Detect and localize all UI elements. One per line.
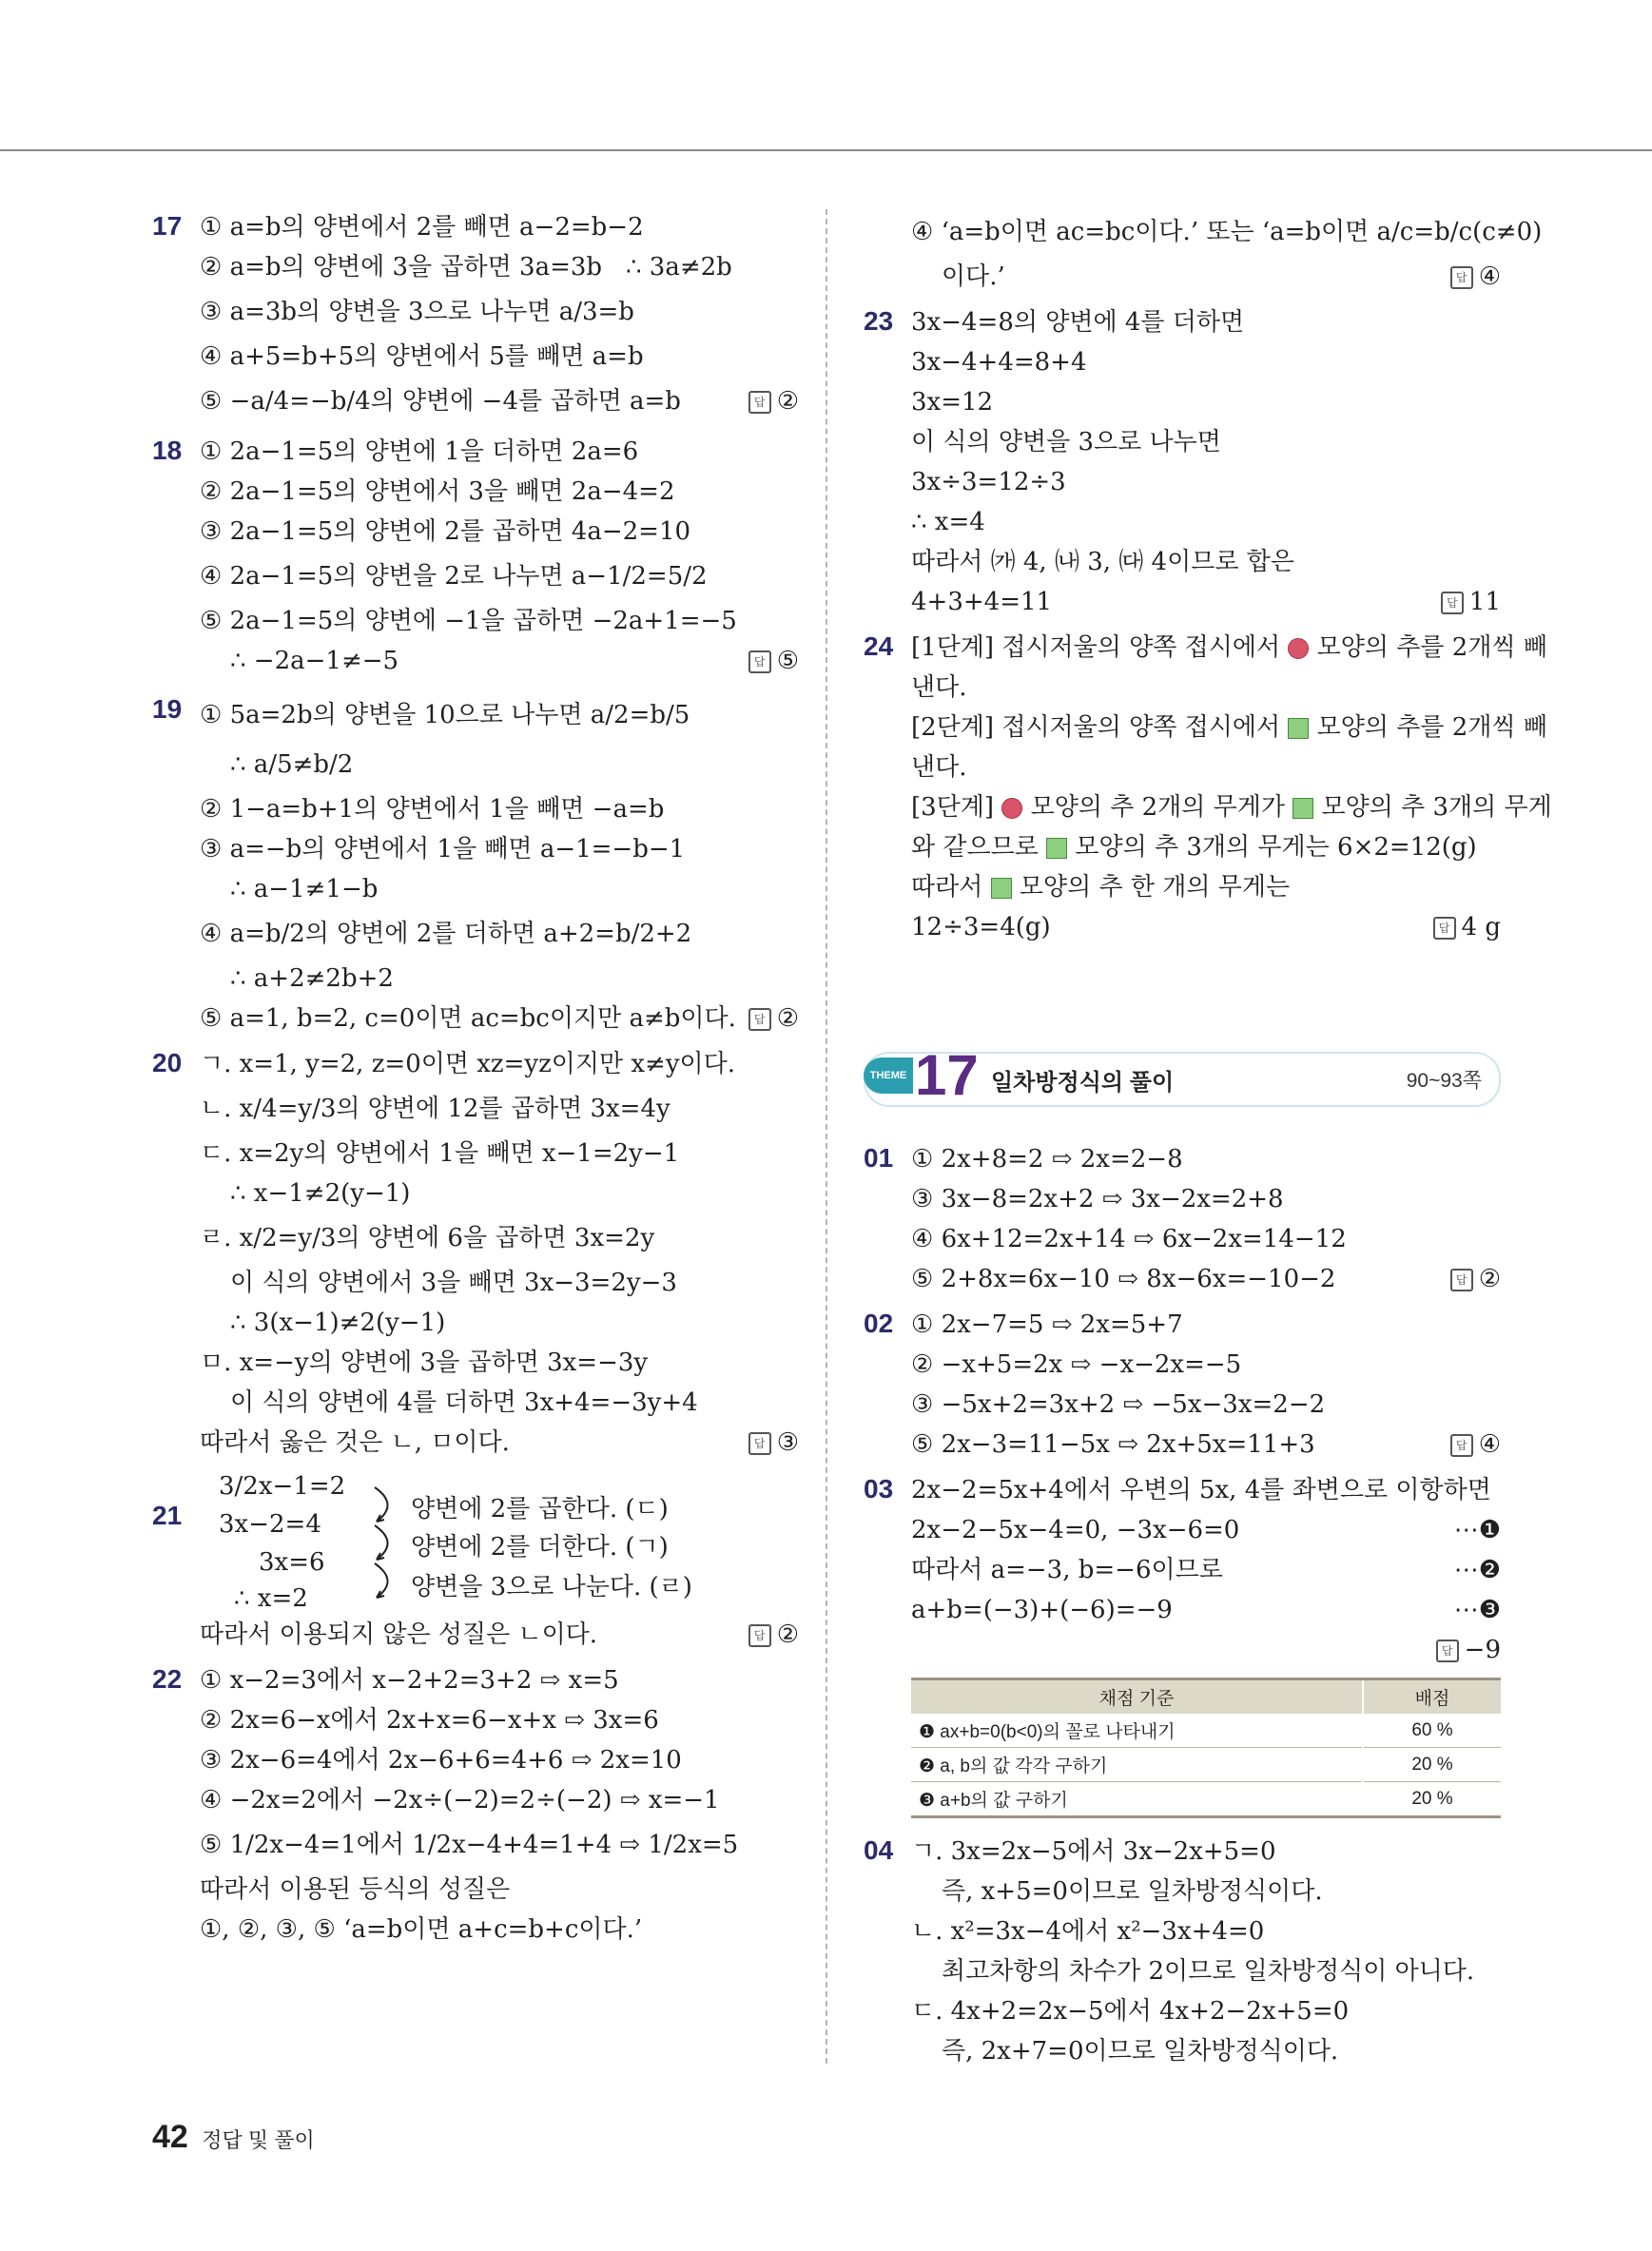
solution-line: 이다.’ xyxy=(942,262,1005,291)
top-rule xyxy=(0,149,1652,151)
answer xyxy=(748,1423,799,1463)
answer-icon: 답 xyxy=(748,1432,771,1455)
solution-line: 4+3+4=11 xyxy=(911,588,1053,616)
solution-line: ㄷ. x=2y의 양변에서 1을 빼면 x−1=2y−1 xyxy=(200,1139,680,1168)
answer-value: ④ xyxy=(1478,1430,1501,1459)
solution-line: ④ 2a−1=5의 양변을 2로 나누면 a−1/2=5/2 xyxy=(200,562,708,591)
question-01 xyxy=(864,1139,1501,1299)
solution-line: ∴ 3(x−1)≠2(y−1) xyxy=(230,1309,446,1337)
step-mark: ⋯❸ xyxy=(1453,1596,1501,1624)
solution-line: ④ −2x=2에서 −2x÷(−2)=2÷(−2) ⇨ x=−1 xyxy=(200,1786,720,1814)
problem-18 xyxy=(152,432,799,681)
problem-number: 23 xyxy=(864,306,894,336)
solution-line: ⑤ 2x−3=11−5x ⇨ 2x+5x=11+3 xyxy=(911,1430,1315,1459)
problem-19 xyxy=(152,690,799,1038)
answer xyxy=(748,999,799,1038)
answer-icon: 답 xyxy=(748,1624,771,1647)
grading-points: 60 % xyxy=(1363,1714,1501,1748)
problem-17 xyxy=(152,207,799,426)
solution-line-with-answer xyxy=(911,907,1501,947)
problem-number: 17 xyxy=(152,211,183,241)
solution-line: ⑤ 2+8x=6x−10 ⇨ 8x−6x=−10−2 xyxy=(911,1265,1336,1293)
answer xyxy=(748,1615,799,1655)
grading-points: 20 % xyxy=(1363,1782,1501,1817)
red-circle-weight-icon xyxy=(1001,798,1022,819)
solution-line: ② 2x=6−x에서 2x+x=6−x+x ⇨ 3x=6 xyxy=(200,1706,659,1735)
answer-value: −9 xyxy=(1464,1636,1501,1664)
footer-label: 정답 및 풀이 xyxy=(202,2128,315,2152)
solution-line-with-answer xyxy=(200,377,799,426)
step-text: 모양의 추 한 개의 무게는 xyxy=(1019,873,1291,902)
problem-number: 01 xyxy=(864,1143,894,1173)
solution-line-with-mark xyxy=(911,1590,1501,1630)
answer-value: ⑤ xyxy=(776,647,799,675)
answer xyxy=(1450,1425,1501,1465)
green-square-weight-icon xyxy=(991,878,1012,899)
solution-line: 12÷3=4(g) xyxy=(911,913,1051,941)
question-03 xyxy=(864,1470,1501,1818)
problem-number: 02 xyxy=(864,1309,894,1338)
answer-value: 4 g xyxy=(1461,913,1501,941)
step-text: 모양의 추 3개의 무게 xyxy=(1321,793,1552,822)
solution-line-with-note xyxy=(200,247,799,287)
answer-value: ② xyxy=(776,387,799,416)
solution-line: ③ 2x−6=4에서 2x−6+6=4+6 ⇨ 2x=10 xyxy=(200,1746,682,1775)
problem-number: 18 xyxy=(152,436,183,465)
problem-number: 19 xyxy=(152,694,183,724)
solution-line: ① 2x−7=5 ⇨ 2x=5+7 xyxy=(911,1310,1183,1339)
solution-line: ① 2a−1=5의 양변에 1을 더하면 2a=6 xyxy=(200,437,639,466)
solution-line: ⑤ a=1, b=2, c=0이면 ac=bc이지만 a≠b이다. xyxy=(200,1004,736,1033)
step-text: 모양의 추를 2개씩 빼 xyxy=(1316,713,1547,742)
right-column xyxy=(864,207,1552,2077)
transform-note: 양변에 2를 더한다. (ㄱ) xyxy=(411,1533,669,1562)
solution-line-with-answer xyxy=(911,1259,1501,1299)
solution-line-with-answer xyxy=(911,257,1501,297)
solution-line: 즉, 2x+7=0이므로 일차방정식이다. xyxy=(942,2037,1339,2066)
solution-line: ⑤ 2a−1=5의 양변에 −1을 곱하면 −2a+1=−5 xyxy=(200,607,737,635)
solution-line: ⑤ −a/4=−b/4의 양변에 −4를 곱하면 a=b xyxy=(200,387,681,416)
grading-header: 배점 xyxy=(1363,1679,1501,1715)
transform-note: 양변을 3으로 나눈다. (ㄹ) xyxy=(411,1573,692,1601)
answer-value: ④ xyxy=(1478,262,1501,291)
table-row xyxy=(911,1782,1501,1817)
column-divider xyxy=(826,209,827,2064)
answer-icon: 답 xyxy=(748,391,771,414)
step-text: 따라서 xyxy=(911,873,983,902)
solution-line: ② 1−a=b+1의 양변에서 1을 빼면 −a=b xyxy=(200,795,665,824)
solution-line-with-mark xyxy=(911,1550,1501,1590)
answer-icon: 답 xyxy=(1441,592,1464,614)
answer-icon: 답 xyxy=(1450,266,1473,289)
solution-line: 따라서 이용된 등식의 성질은 xyxy=(200,1875,511,1904)
solution-line: ① 5a=2b의 양변을 10으로 나누면 a/2=b/5 xyxy=(200,701,690,729)
question-02 xyxy=(864,1305,1501,1465)
answer xyxy=(1441,582,1501,622)
solution-line: ㅁ. x=−y의 양변에 3을 곱하면 3x=−3y xyxy=(200,1349,649,1377)
answer-value: ② xyxy=(776,1004,799,1033)
solution-line: ④ a+5=b+5의 양변에서 5를 빼면 a=b xyxy=(200,342,644,371)
answer xyxy=(748,377,799,426)
step-text: 모양의 추 2개의 무게가 xyxy=(1030,793,1285,822)
step-mark: ⋯❶ xyxy=(1453,1516,1501,1544)
step-line xyxy=(911,708,1547,747)
solution-line: ② a=b의 양변에 3을 곱하면 3a=3b xyxy=(200,253,603,281)
answer-icon: 답 xyxy=(1436,1640,1459,1662)
step-text: [1단계] 접시저울의 양쪽 접시에서 xyxy=(911,633,1281,662)
theme-pages: 90~93쪽 xyxy=(1406,1070,1482,1092)
solution-line: ∴ a−1≠1−b xyxy=(230,875,379,903)
answer xyxy=(1450,257,1501,297)
solution-line: ①, ②, ③, ⑤ ‘a=b이면 a+c=b+c이다.’ xyxy=(200,1915,643,1944)
green-square-weight-icon xyxy=(1046,838,1067,859)
equation: 3/2x−1=2 xyxy=(219,1472,346,1501)
solution-line: ① 2x+8=2 ⇨ 2x=2−8 xyxy=(911,1145,1183,1174)
equation: 3x−2=4 xyxy=(219,1510,321,1539)
solution-line-with-answer xyxy=(200,641,799,681)
conclusion: 따라서 이용되지 않은 성질은 ㄴ이다. xyxy=(200,1620,598,1649)
solution-line: ① a=b의 양변에서 2를 빼면 a−2=b−2 xyxy=(200,213,644,242)
problem-number: 22 xyxy=(152,1664,183,1694)
answer xyxy=(1436,1630,1501,1670)
solution-line: ③ a=3b의 양변을 3으로 나누면 a/3=b xyxy=(200,298,634,326)
step-line xyxy=(911,628,1547,668)
solution-line: ∴ −2a−1≠−5 xyxy=(230,647,399,675)
solution-line-with-answer xyxy=(911,1425,1501,1465)
step-line xyxy=(911,787,1552,827)
problem-number: 20 xyxy=(152,1048,183,1077)
solution-line: ④ a=b/2의 양변에 2를 더하면 a+2=b/2+2 xyxy=(200,920,692,948)
problem-number: 24 xyxy=(864,631,894,661)
transform-note: 양변에 2를 곱한다. (ㄷ) xyxy=(411,1495,669,1523)
table-row xyxy=(911,1748,1501,1782)
problem-22-continued xyxy=(864,207,1543,297)
solution-line-with-answer xyxy=(200,999,799,1038)
solution-line: 2x−2=5x+4에서 우변의 5x, 4를 좌변으로 이항하면 xyxy=(911,1476,1491,1504)
step-text: [2단계] 접시저울의 양쪽 접시에서 xyxy=(911,713,1281,742)
grading-points: 20 % xyxy=(1363,1748,1501,1782)
green-square-weight-icon xyxy=(1288,718,1309,739)
solution-line: 3x÷3=12÷3 xyxy=(911,468,1066,496)
transform-arrows-icon xyxy=(371,1480,405,1613)
step-text: 모양의 추를 2개씩 빼 xyxy=(1316,633,1547,662)
answer xyxy=(1433,907,1501,947)
question-04 xyxy=(864,1832,1501,2071)
solution-line: ② −x+5=2x ⇨ −x−2x=−5 xyxy=(911,1350,1242,1379)
solution-line: ㄱ. x=1, y=2, z=0이면 xz=yz이지만 x≠y이다. xyxy=(200,1050,736,1078)
solution-line: 이 식의 양변에서 3을 빼면 3x−3=2y−3 xyxy=(230,1269,677,1297)
solution-line: ④ ‘a=b이면 ac=bc이다.’ 또는 ‘a=b이면 a/c=b/c(c≠0) xyxy=(911,218,1543,246)
solution-line: 따라서 옳은 것은 ㄴ, ㅁ이다. xyxy=(200,1428,510,1457)
solution-line: 이 식의 양변을 3으로 나누면 xyxy=(911,428,1221,456)
answer xyxy=(748,641,799,681)
step-line xyxy=(911,827,1501,867)
problem-24 xyxy=(864,628,1552,947)
solution-line: ① x−2=3에서 x−2+2=3+2 ⇨ x=5 xyxy=(200,1666,619,1695)
grading-table xyxy=(911,1678,1501,1818)
page-footer xyxy=(152,2119,315,2156)
solution-line: 즉, x+5=0이므로 일차방정식이다. xyxy=(942,1877,1323,1906)
equation-transform-diagram xyxy=(200,1472,799,1615)
green-square-weight-icon xyxy=(1292,798,1313,819)
solution-line: a+b=(−3)+(−6)=−9 xyxy=(911,1596,1173,1624)
answer-icon: 답 xyxy=(1433,917,1456,940)
solution-line-with-answer xyxy=(911,582,1501,622)
theme-header xyxy=(864,1043,1501,1107)
problem-23 xyxy=(864,302,1501,622)
theme-tag: THEME xyxy=(864,1058,913,1094)
solution-line: 3x=12 xyxy=(911,388,994,417)
step-mark-1: ❶ xyxy=(1478,1516,1501,1544)
answer-icon: 답 xyxy=(748,1008,771,1031)
problem-20 xyxy=(152,1044,799,1463)
problem-22 xyxy=(152,1660,799,1950)
answer xyxy=(1450,1259,1501,1299)
step-line: 낸다. xyxy=(911,753,967,782)
problem-number: 04 xyxy=(864,1835,894,1865)
answer-icon: 답 xyxy=(748,650,771,673)
solution-line: ㄷ. 4x+2=2x−5에서 4x+2−2x+5=0 xyxy=(911,1997,1350,2026)
solution-line: ⑤ 1/2x−4=1에서 1/2x−4+4=1+4 ⇨ 1/2x=5 xyxy=(200,1831,739,1859)
step-text: 모양의 추 3개의 무게는 6×2=12(g) xyxy=(1075,833,1477,862)
step-text: 와 같으므로 xyxy=(911,833,1039,862)
problem-number: 03 xyxy=(864,1474,894,1504)
step-line xyxy=(911,867,1501,907)
answer-icon: 답 xyxy=(1450,1269,1473,1291)
solution-line: ∴ a/5≠b/2 xyxy=(230,750,354,779)
equation: ∴ x=2 xyxy=(234,1584,308,1613)
solution-line: ④ 6x+12=2x+14 ⇨ 6x−2x=14−12 xyxy=(911,1225,1347,1253)
equation: 3x=6 xyxy=(259,1548,325,1577)
grading-header-row xyxy=(911,1679,1501,1715)
theme-number: 17 xyxy=(915,1043,979,1107)
grading-criterion: ❶ ax+b=0(b<0)의 꼴로 나타내기 xyxy=(911,1714,1363,1748)
table-row xyxy=(911,1714,1501,1748)
theme-title: 일차방정식의 풀이 xyxy=(991,1070,1175,1096)
solution-line: ∴ x−1≠2(y−1) xyxy=(230,1179,411,1208)
solution-line: 3x−4+4=8+4 xyxy=(911,348,1087,377)
grading-criterion: ❸ a+b의 값 구하기 xyxy=(911,1782,1363,1817)
answer-value: ② xyxy=(1478,1265,1501,1293)
left-column xyxy=(152,207,799,1955)
solution-line: ③ 2a−1=5의 양변에 2를 곱하면 4a−2=10 xyxy=(200,517,691,546)
solution-line: 따라서 a=−3, b=−6이므로 xyxy=(911,1556,1223,1584)
red-circle-weight-icon xyxy=(1288,638,1309,659)
step-text: [3단계] xyxy=(911,793,995,822)
solution-line-with-answer xyxy=(200,1423,799,1463)
problem-21 xyxy=(152,1472,799,1655)
solution-line: ㄴ. x²=3x−4에서 x²−3x+4=0 xyxy=(911,1917,1265,1946)
answer-value: ③ xyxy=(776,1428,799,1457)
step-mark-2: ❷ xyxy=(1478,1556,1501,1584)
solution-line: ㄴ. x/4=y/3의 양변에 12를 곱하면 3x=4y xyxy=(200,1095,671,1123)
page-number: 42 xyxy=(152,2119,188,2155)
solution-line: ③ −5x+2=3x+2 ⇨ −5x−3x=2−2 xyxy=(911,1390,1326,1419)
grading-header: 채점 기준 xyxy=(911,1679,1363,1715)
solution-line: 2x−2−5x−4=0, −3x−6=0 xyxy=(911,1516,1240,1544)
solution-line: ② 2a−1=5의 양변에서 3을 빼면 2a−4=2 xyxy=(200,477,675,506)
solution-line-with-answer xyxy=(200,1615,799,1655)
side-note: ∴ 3a≠2b xyxy=(626,253,732,281)
answer-value: ② xyxy=(776,1620,799,1649)
answer-line xyxy=(911,1630,1501,1670)
step-mark-3: ❸ xyxy=(1478,1596,1501,1624)
answer-icon: 답 xyxy=(1450,1434,1473,1457)
step-line: 낸다. xyxy=(911,673,967,702)
grading-criterion: ❷ a, b의 값 각각 구하기 xyxy=(911,1748,1363,1782)
solution-line: ③ a=−b의 양변에서 1을 빼면 a−1=−b−1 xyxy=(200,835,686,864)
solution-line: ㄱ. 3x=2x−5에서 3x−2x+5=0 xyxy=(911,1837,1276,1866)
solution-line: ㄹ. x/2=y/3의 양변에 6을 곱하면 3x=2y xyxy=(200,1224,655,1252)
solution-line: 3x−4=8의 양변에 4를 더하면 xyxy=(911,308,1245,337)
step-mark: ⋯❷ xyxy=(1453,1556,1501,1584)
solution-line: ∴ x=4 xyxy=(911,508,985,536)
solution-line: 최고차항의 차수가 2이므로 일차방정식이 아니다. xyxy=(942,1957,1475,1986)
solution-line: ③ 3x−8=2x+2 ⇨ 3x−2x=2+8 xyxy=(911,1185,1284,1213)
answer-value: 11 xyxy=(1468,588,1501,616)
solution-line: ∴ a+2≠2b+2 xyxy=(230,964,394,993)
problem-number: 21 xyxy=(152,1501,183,1530)
solution-line: 이 식의 양변에 4를 더하면 3x+4=−3y+4 xyxy=(230,1388,698,1417)
solution-line-with-mark xyxy=(911,1510,1501,1550)
solution-line: 따라서 ㈎ 4, ㈏ 3, ㈐ 4이므로 합은 xyxy=(911,548,1294,576)
